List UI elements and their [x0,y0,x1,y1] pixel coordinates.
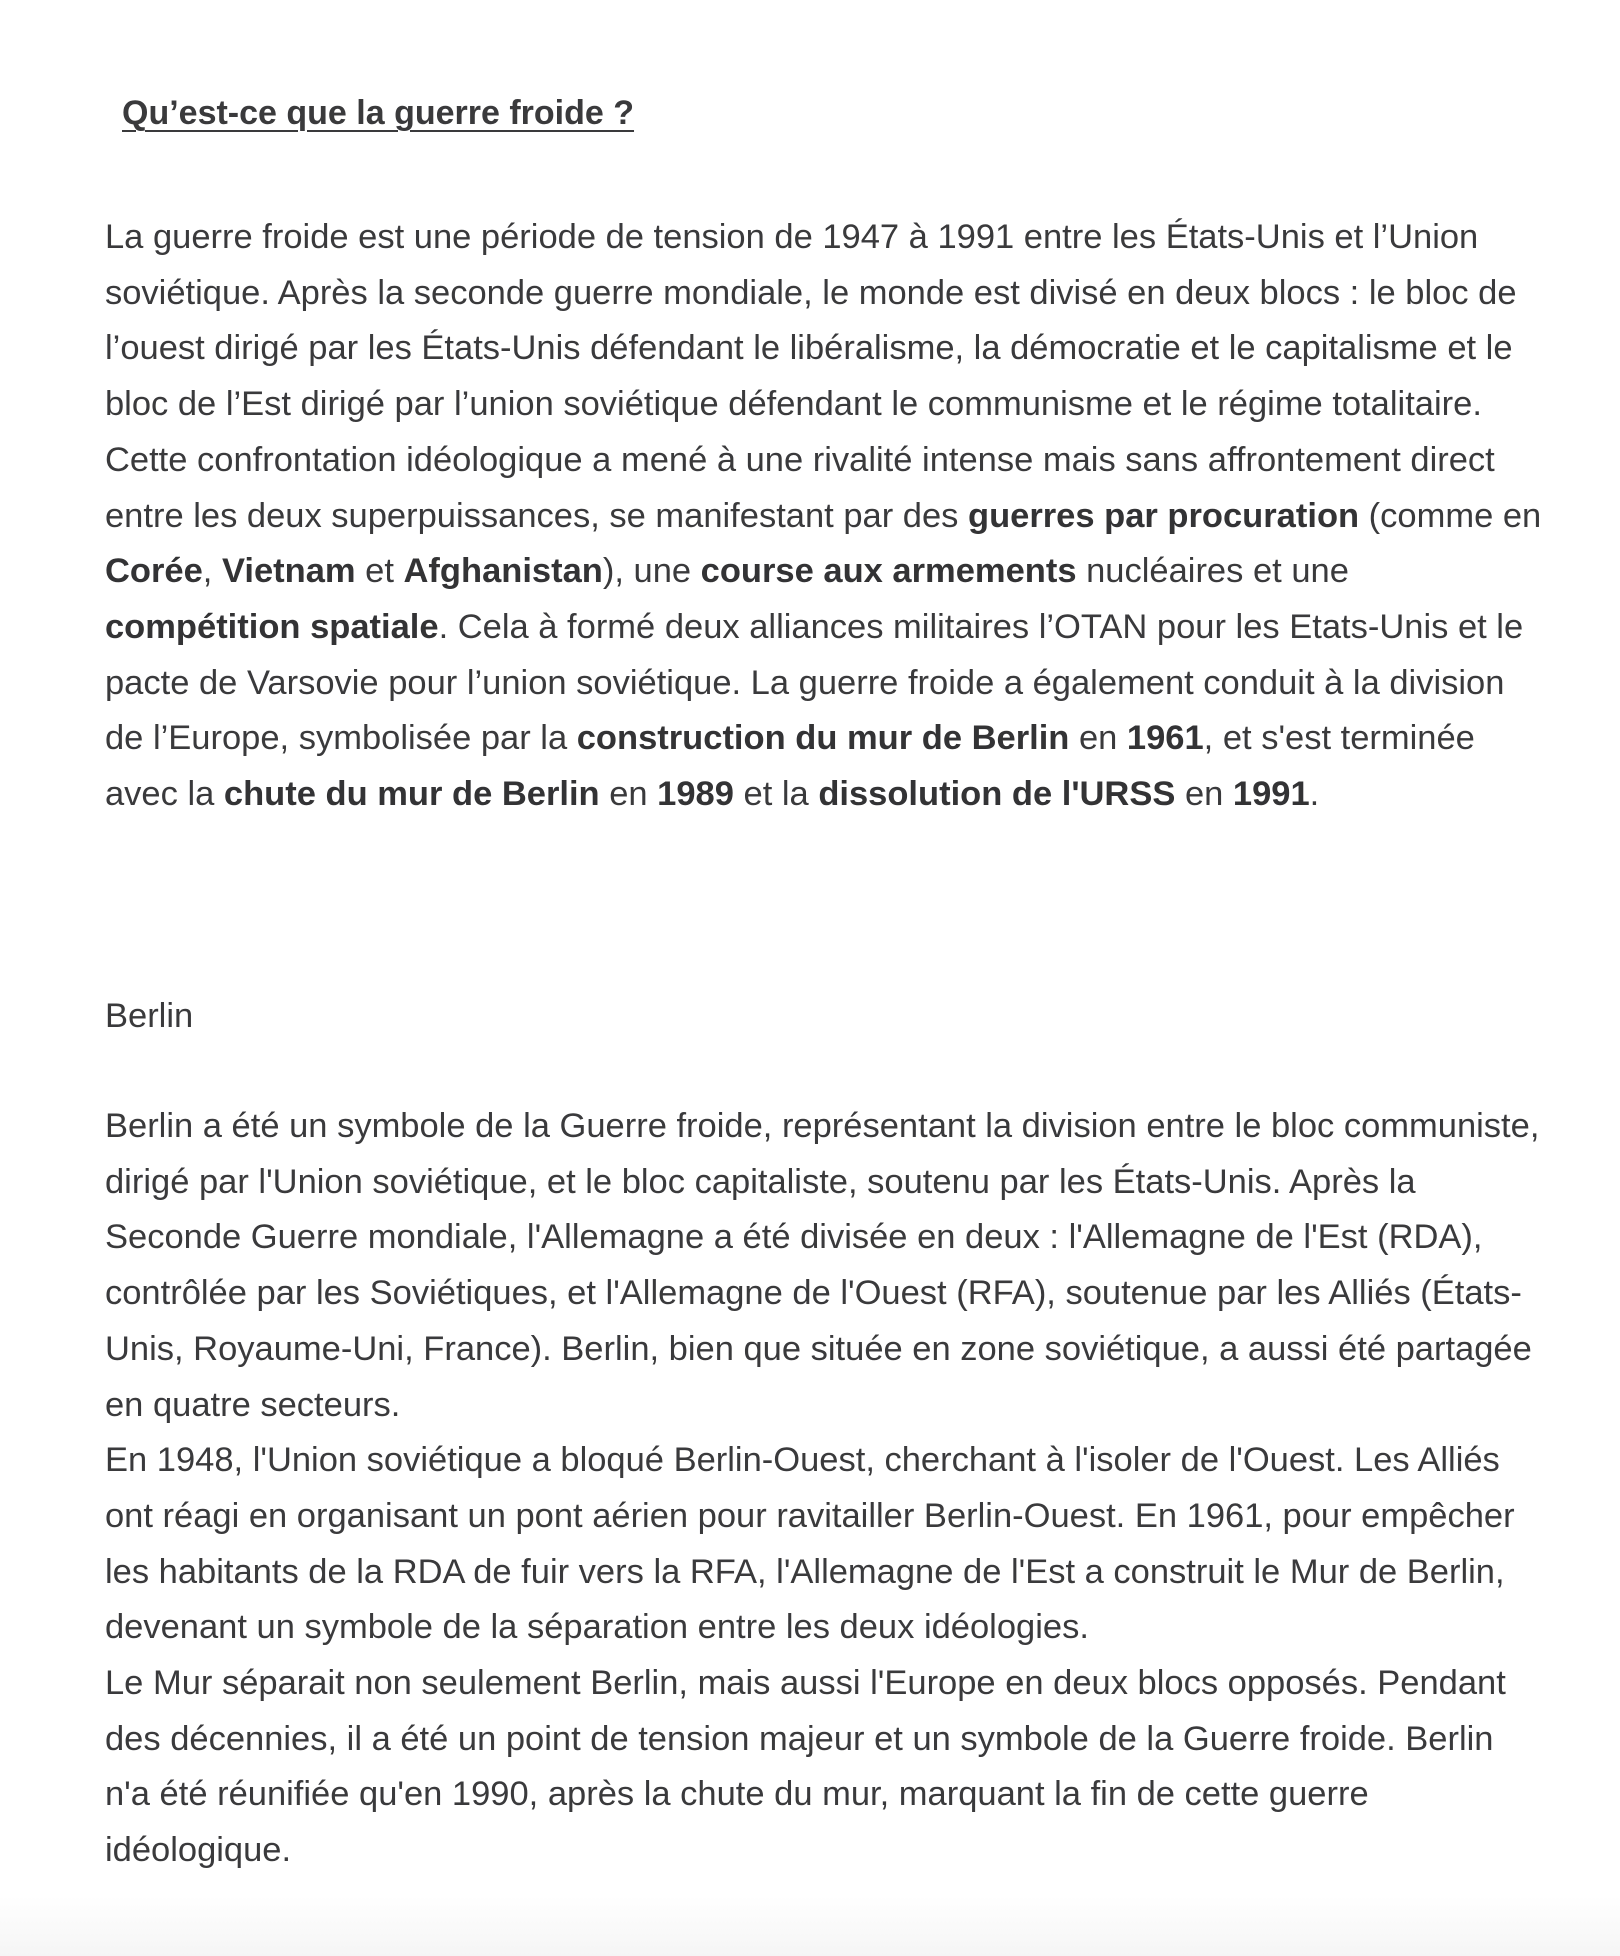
section-heading-berlin: Berlin [105,997,194,1035]
intro-bold-text: chute du mur de Berlin [223,775,600,814]
page-title: Qu’est-ce que la guerre froide ? [122,94,635,132]
intro-bold-text: course aux armements [700,552,1077,591]
berlin-paragraph: Le Mur séparait non seulement Berlin, mais aussi l'Europe en deux blocs opposés. Pendant des décennies, il a été un point de tension majeur et un symbole de la Guerre froide. Berlin n'a été réunifiée qu'en 1990, après la chute du mur, marquant la fin de cette guerre idéologique. [105,1664,1506,1870]
berlin-section [105,1099,1545,1879]
intro-text: et la [733,775,819,814]
intro-bold-text: Afghanistan [403,552,603,591]
intro-bold-text: Corée [105,552,203,591]
berlin-paragraph: En 1948, l'Union soviétique a bloqué Berlin-Ouest, cherchant à l'isoler de l'Ouest. Les Alliés ont réagi en organisant un pont aérien pour ravitailler Berlin-Ouest. En 1961, pour empêcher les habitants de la RDA de fuir vers la RFA, l'Allemagne de l'Est a construit le Mur de Berlin, devenant un symbole de la séparation entre les deux idéologies. [105,1441,1515,1647]
intro-text: , [202,552,222,591]
intro-bold-text: 1989 [657,775,734,814]
intro-text: . Cela à formé deux alliances militaires l’OTAN pour les Etats-Unis et le pacte de Varsovie pour l’union soviétique. La guerre froide a également conduit à la division de l’Europe, symbolisée par la [105,607,1524,758]
intro-text: nucléaires et une [1076,552,1349,591]
intro-bold-text: dissolution de l'URSS [818,775,1176,814]
intro-paragraph [105,210,1545,823]
intro-text: , et s'est terminée avec la [105,719,1475,814]
intro-text: en [1069,719,1127,758]
intro-bold-text: compétition spatiale [105,607,439,646]
intro-bold-text: guerres par procuration [968,496,1360,535]
intro-bold-text: construction du mur de Berlin [576,719,1070,758]
intro-bold-text: Vietnam [221,552,356,591]
intro-text: en [599,775,658,814]
intro-text: La guerre froide est une période de tension de 1947 à 1991 entre les États-Unis et l’Union soviétique. Après la seconde guerre mondiale, le monde est divisé en deux blocs : le bloc de l’ouest dirigé par les États-Unis défendant le libéralisme, la démocratie et le capitalisme et le bloc de l’Est dirigé par l’union soviétique défendant le communisme et le régime totalitaire. Cette confrontation idéologique a mené à une rivalité intense mais sans affrontement direct entre les deux superpuissances, se manifestant par des [105,218,1517,535]
intro-text: (comme en [1359,496,1542,535]
intro-bold-text: 1991 [1232,775,1310,814]
bottom-fade [0,1896,1620,1956]
berlin-paragraph: Berlin a été un symbole de la Guerre froide, représentant la division entre le bloc communiste, dirigé par l'Union soviétique, et le bloc capitaliste, soutenu par les États-Unis. Après la Seconde Guerre mondiale, l'Allemagne a été divisée en deux : l'Allemagne de l'Est (RDA), contrôlée par les Soviétiques, et l'Allemagne de l'Ouest (RFA), soutenue par les Alliés (États-Unis, Royaume-Uni, France). Berlin, bien que située en zone soviétique, a aussi été partagée en quatre secteurs. [105,1107,1540,1424]
intro-text: en [1175,775,1233,814]
intro-text: et [355,552,404,591]
intro-bold-text: 1961 [1126,719,1204,758]
intro-text: ), une [602,552,701,591]
intro-text: . [1309,775,1320,814]
